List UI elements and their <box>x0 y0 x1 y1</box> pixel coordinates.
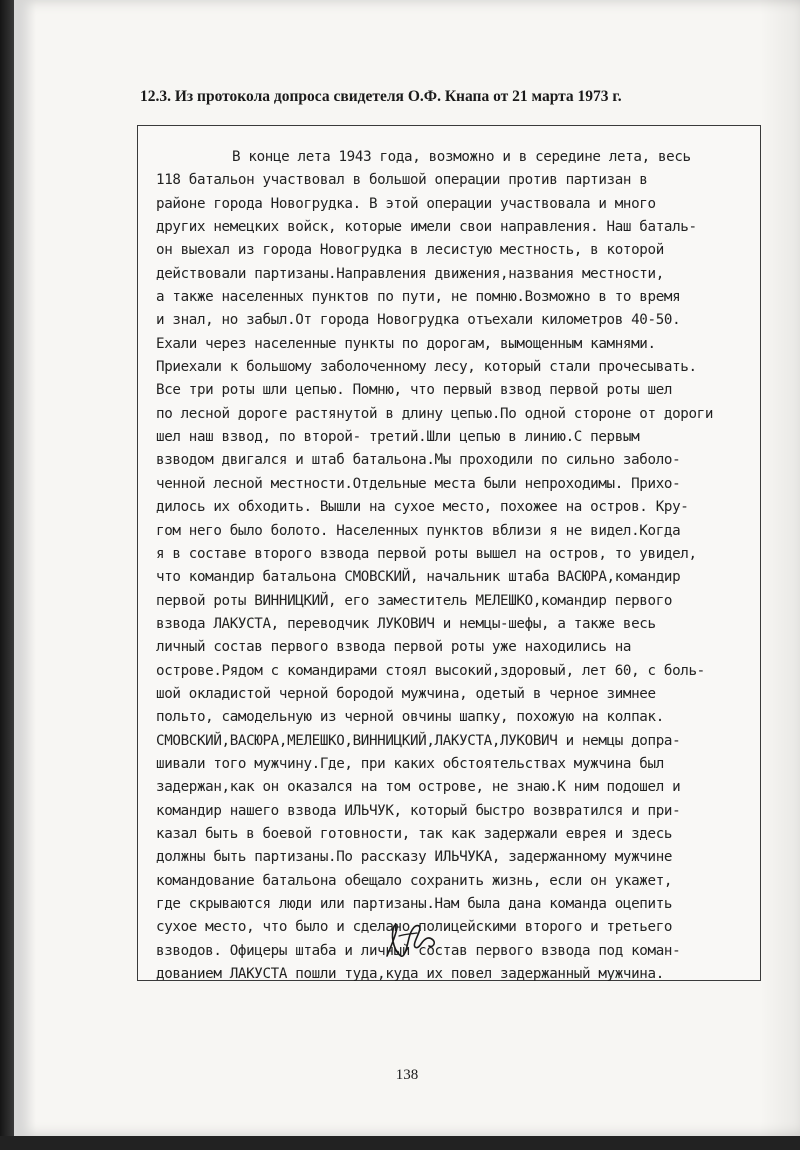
typewritten-protocol-text <box>156 146 746 986</box>
document-line: должны быть партизаны.По рассказу ИЛЬЧУКА, задержанному мужчине <box>156 849 673 866</box>
document-line: дованием ЛАКУСТА пошли туда,куда их повел задержанный мужчина. <box>156 966 664 983</box>
section-title: 12.3. Из протокола допроса свидетеля О.Ф. Кнапа от 21 марта 1973 г. <box>140 88 622 105</box>
document-line: первой роты ВИННИЦКИЙ, его заместитель МЕЛЕШКО,командир первого <box>156 592 673 609</box>
document-line: и знал, но забыл.От города Новогрудка отъехали километров 40-50. <box>156 312 681 329</box>
document-line: Приехали к большому заболоченному лесу, который стали прочесывать. <box>156 359 697 376</box>
document-line: я в составе второго взвода первой роты вышел на остров, то увидел, <box>156 545 697 562</box>
document-line: Все три роты шли цепью. Помню, что первый взвод первой роты шел <box>156 382 673 399</box>
document-line: по лесной дороге растянутой в длину цепью.По одной стороне от дороги <box>156 405 714 422</box>
document-line: он выехал из города Новогрудка в лесистую местность, в которой <box>156 242 664 259</box>
document-line: взводов. Офицеры штаба и личный состав первого взвода под коман- <box>156 942 681 959</box>
document-line: дилось их обходить. Вышли на сухое место, похожее на остров. Кру- <box>156 499 689 516</box>
document-line: 118 батальон участвовал в большой операции против партизан в <box>156 172 648 189</box>
document-line: шел наш взвод, по второй- третий.Шли цепью в линию.С первым <box>156 429 640 446</box>
document-line: что командир батальона СМОВСКИЙ, начальник штаба ВАСЮРА,командир <box>156 569 681 586</box>
scan-edge-left <box>0 0 14 1150</box>
document-line: польто, самодельную из черной овчины шапку, похожую на колпак. <box>156 709 664 726</box>
document-line: острове.Рядом с командирами стоял высокий,здоровый, лет 60, с боль- <box>156 662 705 679</box>
document-line: сухое место, что было и сделано полицейскими второго и третьего <box>156 919 673 936</box>
document-line: шивали того мужчину.Где, при каких обстоятельствах мужчина был <box>156 755 664 772</box>
page-edge-shade <box>760 0 800 1136</box>
book-page <box>14 0 800 1136</box>
signature-image <box>381 916 443 964</box>
document-line: где скрываются люди или партизаны.Нам была дана команда оцепить <box>156 896 673 912</box>
document-line: взвода ЛАКУСТА, переводчик ЛУКОВИЧ и немцы-шефы, а также весь <box>156 615 656 632</box>
document-line: В конце лета 1943 года, возможно и в середине лета, весь <box>232 149 691 165</box>
document-line: личный состав первого взвода первой роты уже находились на <box>156 639 632 656</box>
document-line: командование батальона обещало сохранить жизнь, если он укажет, <box>156 872 673 889</box>
page-gutter-shadow <box>14 0 36 1136</box>
document-line: а также населенных пунктов по пути, не помню.Возможно в то время <box>156 289 681 306</box>
document-line: взводом двигался и штаб батальона.Мы проходили по сильно заболо- <box>156 452 681 469</box>
document-line: ченной лесной местности.Отдельные места были непроходимы. Прихо- <box>156 475 681 492</box>
document-line: районе города Новогрудка. В этой операции участвовала и много <box>156 195 656 212</box>
document-frame <box>137 125 761 981</box>
document-line: действовали партизаны.Направления движения,названия местности, <box>156 265 664 282</box>
document-line: Ехали через населенные пункты по дорогам, вымощенным камнями. <box>156 335 656 352</box>
document-line: гом него было болото. Населенных пунктов вблизи я не видел.Когда <box>156 522 681 539</box>
document-line: задержан,как он оказался на том острове, не знаю.К ним подошел и <box>156 779 681 796</box>
document-line: командир нашего взвода ИЛЬЧУК, который быстро возвратился и при- <box>156 802 681 819</box>
scan-edge-bottom <box>0 1136 800 1150</box>
document-line: других немецких войск, которые имели свои направления. Наш баталь- <box>156 219 697 236</box>
document-line: шой окладистой черной бородой мужчина, одетый в черное зимнее <box>156 685 656 702</box>
page-number: 138 <box>395 1067 419 1083</box>
document-line: казал быть в боевой готовности, так как задержали еврея и здесь <box>156 825 673 842</box>
document-line: СМОВСКИЙ,ВАСЮРА,МЕЛЕШКО,ВИННИЦКИЙ,ЛАКУСТА,ЛУКОВИЧ и немцы допра- <box>156 732 681 749</box>
